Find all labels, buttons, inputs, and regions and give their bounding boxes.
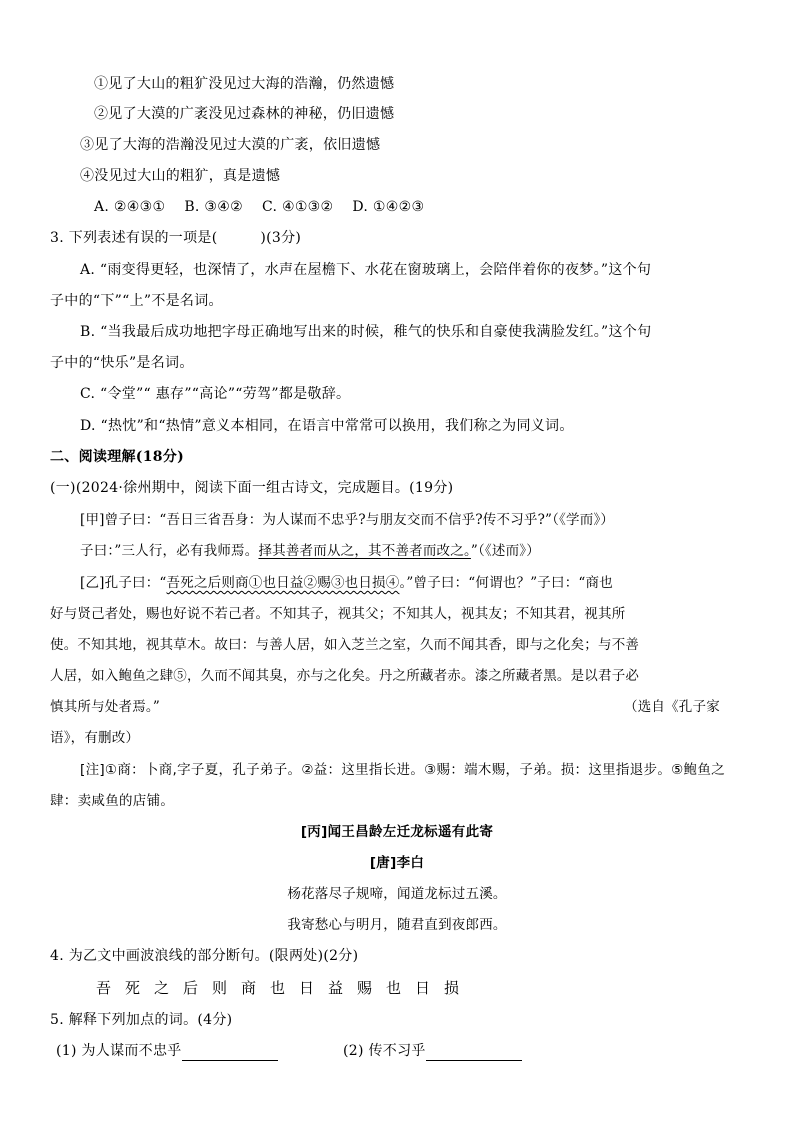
- poem-line-1: 杨花落尽子规啼，闻道龙标过五溪。: [287, 886, 507, 902]
- q2-option-3: ③见了大海的浩瀚没见过大漠的广袤，依旧遗憾: [80, 137, 381, 153]
- jia-line-2b: ”（《述而》）: [470, 543, 540, 559]
- section-heading: 二、阅读理解(18分): [50, 449, 185, 465]
- notes-line-1: [注]①商：卜商,字子夏，孔子弟子。②益：这里指长进。③赐：端木赐，子弟。损：这里指退步。⑤鲍鱼之: [80, 762, 725, 778]
- q3-option-b-line1: B. “当我最后成功地把字母正确地写出来的时候，稚气的快乐和自豪使我满脸发红。”这个句: [80, 324, 652, 340]
- q4-sentence: 吾死之后则商也日益赐也日损: [96, 979, 474, 997]
- q4-stem: 4. 为乙文中画波浪线的部分断句。(限两处)(2分): [50, 948, 359, 964]
- poem-line-2: 我寄愁心与明月，随君直到夜郎西。: [287, 917, 507, 933]
- q5-item-2-text: (2) 传不习乎: [343, 1043, 426, 1059]
- q5-answer-blank-1[interactable]: [182, 1044, 278, 1061]
- yi-line-5: 慎其所与处者焉。”: [50, 699, 160, 715]
- q5-answer-blank-2[interactable]: [426, 1044, 522, 1061]
- q2-choices: A. ②④③① B. ③④② C. ④①③② D. ①④②③: [94, 199, 425, 215]
- jia-line-2a: 子曰：”三人行，必有我师焉。: [80, 543, 259, 559]
- q2-option-4: ④没见过大山的粗犷，真是遗憾: [80, 168, 281, 184]
- q5-item-2: [343, 1041, 522, 1061]
- jia-underlined: 择其善者而从之，其不善者而改之。: [258, 543, 471, 559]
- jia-line-2: [80, 541, 540, 561]
- jia-line-1: [甲]曾子曰：“吾日三省吾身：为人谋而不忠乎?与朋友交而不信乎?传不习乎?”（《学而》）: [80, 512, 615, 528]
- yi-line-4: 人居，如入鲍鱼之肆⑤，久而不闻其臭，亦与之化矣。丹之所藏者赤。漆之所藏者黑。是以君子必: [50, 668, 640, 684]
- yi-source-1: （选自《孔子家: [624, 699, 720, 715]
- yi-line-3: 使。不知其地，视其草木。故曰：与善人居，如入芝兰之室，久而不闻其香，即与之化矣；与不善: [50, 637, 640, 653]
- q3-option-b-line2: 子中的“快乐”是名词。: [50, 355, 194, 371]
- yi-wavy-passage: 吾死之后则商①也日益②赐③也日损④: [166, 575, 400, 591]
- q3-option-a-line1: A. “雨变得更轻，也深情了，水声在屋檐下、水花在窗玻璃上，会陪伴着你的夜梦。”这个句: [80, 262, 652, 278]
- q3-option-a-line2: 子中的“下”“上”不是名词。: [50, 293, 223, 309]
- yi-line-2: 好与贤己者处，赐也好说不若己者。不知其子，视其父；不知其人，视其友；不知其君，视其所: [50, 606, 626, 622]
- poem-author: [唐]李白: [369, 855, 425, 871]
- q5-stem: 5. 解释下列加点的词。(4分): [50, 1012, 233, 1028]
- section-subheading: (一)(2024·徐州期中，阅读下面一组古诗文，完成题目。(19分): [50, 480, 454, 496]
- yi-line-1: [80, 573, 613, 593]
- q3-option-d: D. “热忱”和“热情”意义本相同，在语言中常常可以换用，我们称之为同义词。: [80, 418, 574, 434]
- poem-title: [丙]闻王昌龄左迁龙标遥有此寄: [300, 824, 494, 840]
- yi-line-1b: 。”曾子曰：“何谓也？”子曰：“商也: [399, 575, 613, 591]
- q5-item-1: [56, 1041, 278, 1061]
- q3-option-c: C. “令堂”“ 惠存”“高论”“劳驾”都是敬辞。: [80, 386, 351, 402]
- yi-source-2: 语》，有删改）: [50, 730, 140, 746]
- q2-option-1: ①见了大山的粗犷没见过大海的浩瀚，仍然遗憾: [94, 76, 395, 92]
- yi-line-1a: [乙]孔子曰：“: [80, 575, 167, 591]
- q5-item-1-text: (1) 为人谋而不忠乎: [56, 1043, 182, 1059]
- q3-stem: 3. 下列表述有误的一项是( )(3分): [50, 230, 302, 246]
- notes-line-2: 肆：卖咸鱼的店铺。: [50, 793, 175, 809]
- q2-option-2: ②见了大漠的广袤没见过森林的神秘，仍旧遗憾: [94, 106, 395, 122]
